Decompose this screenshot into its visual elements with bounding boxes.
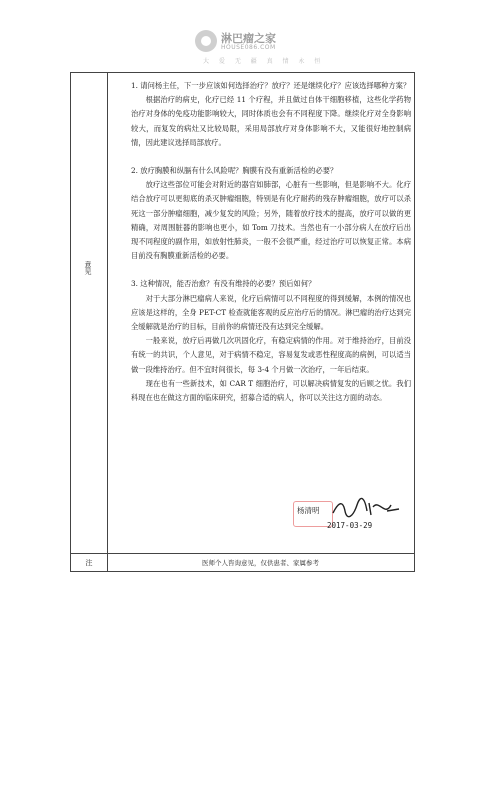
- row-divider: [71, 553, 414, 554]
- answer-1: 根据治疗的病史，化疗已经 11 个疗程，并且做过自体干细胞移植，这些化学药物治疗对身体的免疫功能影响较大，同时体质也会有不同程度下降。继续化疗对全身影响较大，而复发的病灶又比较局限，采用局部放疗对身体影响不大，又能很好地控制病情，因此建议选择局部放疗。: [131, 95, 411, 147]
- signature-block: [297, 497, 407, 537]
- site-logo: [195, 30, 325, 66]
- answer-2: 放疗这些部位可能会对附近的器官如肺部，心脏有一些影响，但是影响不大。化疗结合放疗可以更彻底的杀灭肿瘤细胞，特别是有化疗耐药的残存肿瘤细胞，放疗可以杀死这一部分肿瘤细胞，减少复发的风险；另外，随着放疗技术的提高，放疗可以做的更精确，对周围脏器的影响也更小，如 Tom 刀技术。当然也有一小部分病人在放疗后出现不同程度的副作用，如放射性肺炎，一般不会很严重，经过治疗可以恢复正常。本病目前没有胸膜重新活检的必要。: [131, 180, 411, 261]
- logo-url: HOUSE086.COM: [221, 44, 276, 51]
- logo-slogan: 大 爱 无 疆 真 情 永 恒: [203, 58, 325, 65]
- handwritten-signature: [331, 497, 401, 519]
- column-divider: [107, 73, 108, 571]
- answer-3c: 现在也有一些新技术，如 CAR T 细胞治疗，可以解决病情复发的后顾之忧。我们科现在也在做这方面的临床研究，招募合适的病人，你可以关注这方面的动态。: [131, 378, 411, 403]
- opinion-table: [70, 72, 415, 572]
- note-text: 医师个人咨询意见，仅供患者、家属参考: [202, 559, 319, 567]
- question-2: 2. 放疗胸膜和纵膈有什么风险呢？胸膜有没有重新活检的必要？: [131, 166, 338, 176]
- logo-title: 淋巴瘤之家: [221, 32, 276, 45]
- logo-emblem-icon: [195, 30, 217, 52]
- doctor-name: 杨清明: [297, 506, 320, 515]
- row-label-note: 注: [85, 559, 93, 567]
- answer-3b: 一般来说，放疗后再做几次巩固化疗，有稳定病情的作用。对于维持治疗，目前没有统一的共识，个人意见，对于病情不稳定，容易复发或恶性程度高的病例，可以适当做一段维持治疗。但不宜时间很长，每 3-4 个月做一次治疗，一年后结束。: [131, 336, 411, 374]
- signature-date: 2017-03-29: [327, 521, 373, 530]
- answer-3a: 对于大部分淋巴瘤病人来说，化疗后病情可以不同程度的得到缓解，本例的情况也应该是这样的，全身 PET-CT 检查就能客观的反应治疗后的情况。淋巴瘤的治疗达到完全缓解就是治疗的目标，目前你的病情还没有达到完全缓解。: [131, 293, 411, 332]
- question-1: 1. 请问杨主任，下一步应该如何选择治疗？放疗？还是继续化疗？应该选择哪种方案？: [131, 81, 411, 90]
- question-3: 3. 这种情况，能否治愈？有没有维持的必要？预后如何？: [131, 279, 316, 289]
- opinion-content: [117, 79, 411, 405]
- row-label-opinion: 意见: [84, 261, 92, 275]
